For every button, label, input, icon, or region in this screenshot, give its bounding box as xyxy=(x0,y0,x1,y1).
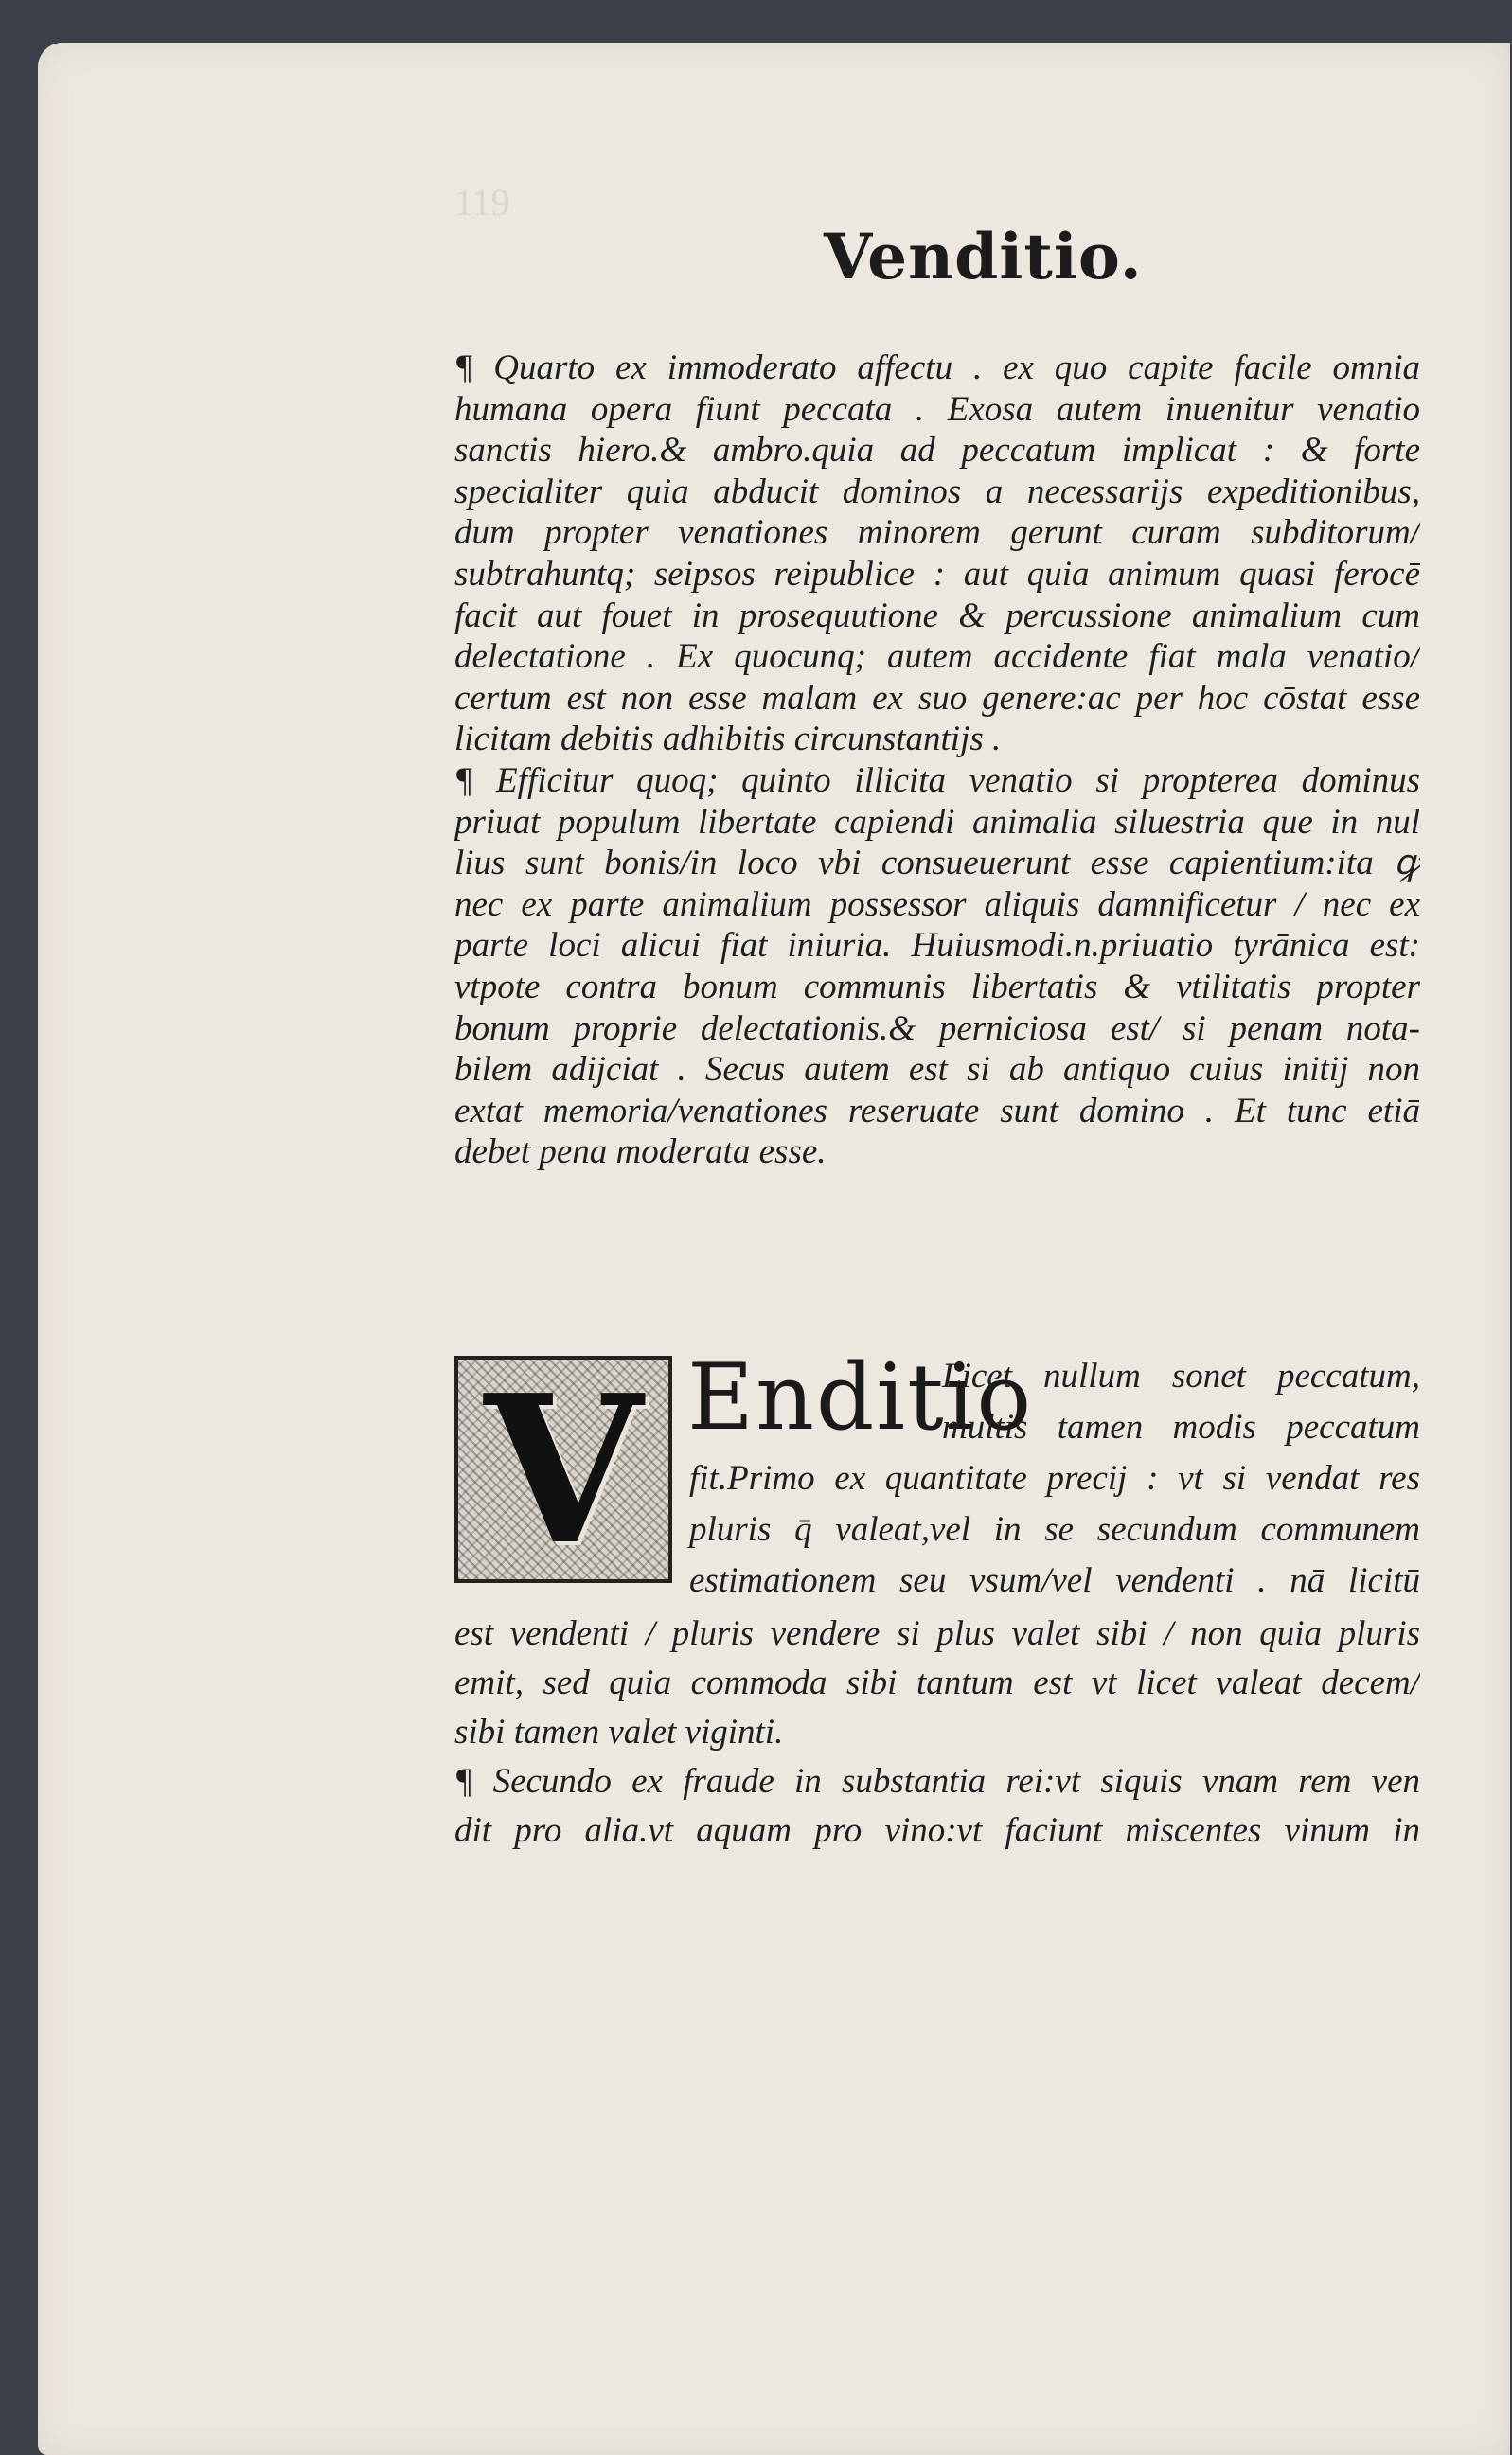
text-line: ¶ Efficitur quoq; quinto illicita venatio si propterea dominus xyxy=(454,760,1420,800)
bleed-through-mark: 119 xyxy=(454,181,510,223)
text-line: pluris q̄ valeat,vel in se secundum communem xyxy=(689,1510,1420,1549)
text-line: certum est non esse malam ex suo genere:ac per hoc cōstat esse xyxy=(454,678,1420,718)
text-line: lius sunt bonis/in loco vbi consueuerunt esse capientium:ita ꝙ xyxy=(454,844,1420,883)
initial-letter: V xyxy=(484,1349,643,1590)
text-line: facit aut fouet in prosequutione & percussione animalium cum xyxy=(454,596,1420,635)
text-line: parte loci alicui fiat iniuria. Huiusmodi.n.priuatio tyrānica est: xyxy=(454,926,1420,966)
text-line: vtpote contra bonum communis libertatis & vtilitatis propter xyxy=(454,967,1420,1006)
text-line: priuat populum libertate capiendi animalia siluestria que in nul xyxy=(454,802,1420,842)
text-line: multis tamen modis peccatum xyxy=(942,1408,1420,1447)
text-line: emit, sed quia commoda sibi tantum est vt licet valeat decem/ xyxy=(454,1663,1420,1702)
text-line: ¶ Secundo ex fraude in substantia rei:vt siquis vnam rem ven xyxy=(454,1762,1420,1801)
text-line: licitam debitis adhibitis circunstantijs . xyxy=(454,720,1002,759)
text-line: bilem adijciat . Secus autem est si ab antiquo cuius initij non xyxy=(454,1050,1420,1090)
paragraph-venditio xyxy=(454,1610,1420,1856)
text-line: fit.Primo ex quantitate precij : vt si vendat res xyxy=(689,1459,1420,1498)
text-line: estimationem seu vsum/vel vendenti . nā licitū xyxy=(689,1561,1420,1600)
text-line: specialiter quia abducit dominos a necessarijs expeditionibus, xyxy=(454,471,1420,511)
text-line: subtrahuntq; seipsos reipublice : aut quia animum quasi ferocē xyxy=(454,554,1420,594)
text-line: bonum proprie delectationis.& perniciosa est/ si penam nota- xyxy=(454,1008,1420,1048)
text-line: delectatione . Ex quocunq; autem accidente fiat mala venatio/ xyxy=(454,637,1420,677)
text-line: sibi tamen valet viginti. xyxy=(454,1713,784,1752)
text-line: sanctis hiero.& ambro.quia ad peccatum implicat : & forte xyxy=(454,431,1420,471)
text-line: est vendenti / pluris vendere si plus valet sibi / non quia pluris xyxy=(454,1614,1420,1653)
text-line: Licet nullum sonet peccatum, xyxy=(942,1357,1420,1396)
text-line: humana opera fiunt peccata . Exosa autem inuenitur venatio xyxy=(454,389,1420,429)
text-line: ¶ Quarto ex immoderato affectu . ex quo capite facile omnia xyxy=(454,348,1420,387)
section-rubric: Enditio xyxy=(687,1344,1034,1450)
text-line: debet pena moderata esse. xyxy=(454,1132,827,1172)
decorated-initial xyxy=(454,1349,672,1590)
text-line: extat memoria/venationes reseruate sunt domino . Et tunc etiā xyxy=(454,1091,1420,1130)
text-line: dit pro alia.vt aquam pro vino:vt faciunt miscentes vinum in xyxy=(454,1811,1420,1850)
page-heading: Venditio. xyxy=(824,220,1143,294)
text-line: nec ex parte animalium possessor aliquis damnificetur / nec ex xyxy=(454,884,1420,924)
text-line: dum propter venationes minorem gerunt curam subditorum/ xyxy=(454,513,1420,553)
paragraph-venatio-quarto xyxy=(454,347,1420,1173)
